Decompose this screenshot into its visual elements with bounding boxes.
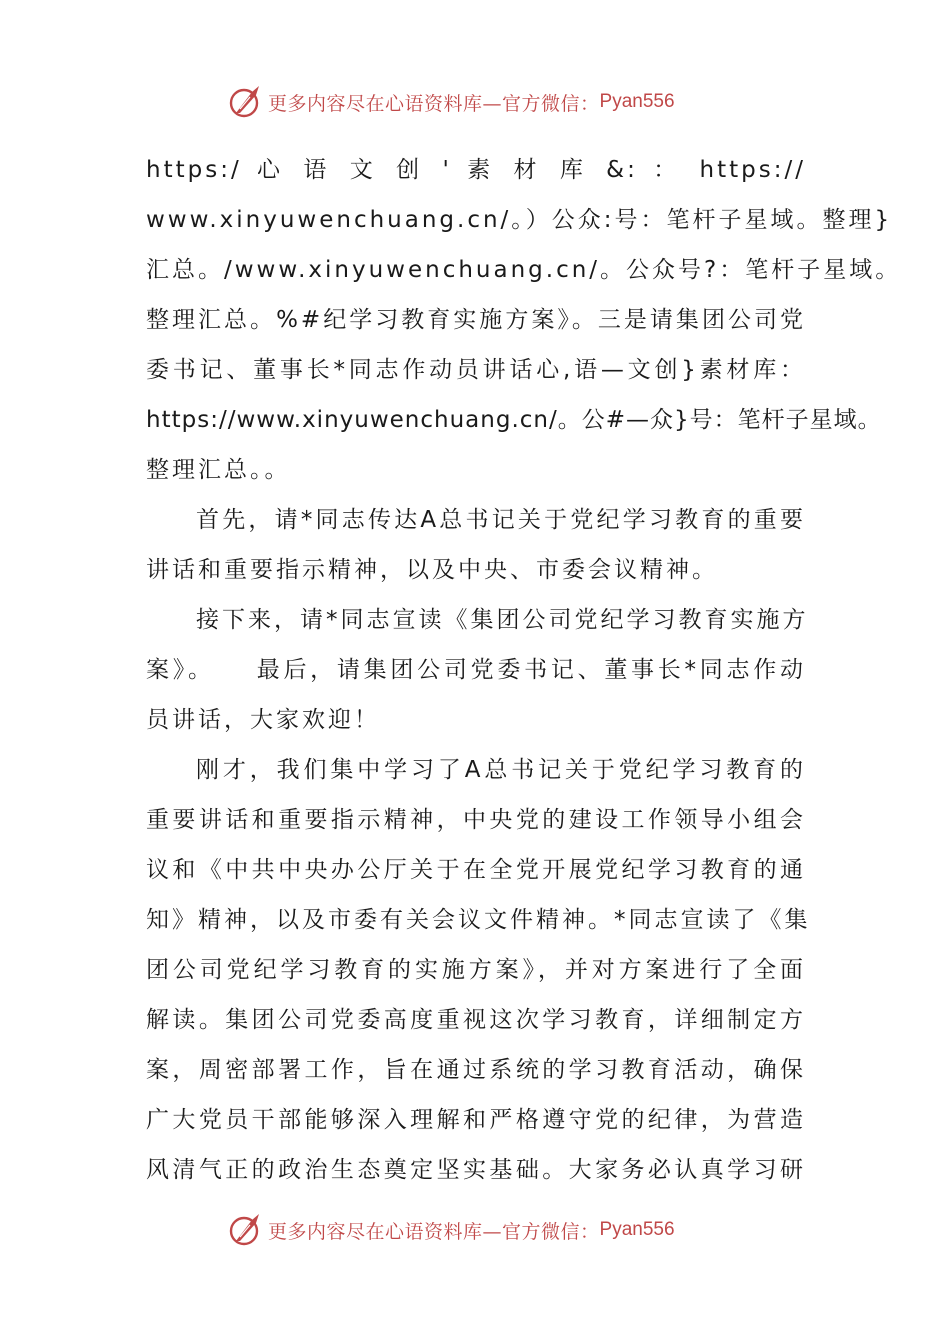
text-line: 解读。集团公司党委高度重视这次学习教育，详细制定方 (146, 1007, 806, 1033)
paragraph-start-line: 首先，请*同志传达A总书记关于党纪学习教育的重要 (196, 507, 806, 533)
paragraph-start-line: 接下来，请*同志宣读《集团公司党纪学习教育实施方 (196, 607, 809, 633)
text-line: 案》。 最后，请集团公司党委书记、董事长*同志作动 (146, 657, 806, 683)
text-line: 风清气正的政治生态奠定坚实基础。大家务必认真学习研 (146, 1157, 806, 1183)
quill-logo-icon (226, 82, 266, 122)
text-line: 整理汇总。。 (146, 457, 291, 483)
text-line: www.xinyuwenchuang.cn/。）公众:号：笔杆子星域。整理} (146, 207, 893, 233)
text-line: 案，周密部署工作，旨在通过系统的学习教育活动，确保 (146, 1057, 806, 1083)
banner-text: 更多内容尽在心语资料库—官方微信： (268, 92, 600, 115)
text-line: 员讲话，大家欢迎！ (146, 707, 380, 733)
banner-text: 更多内容尽在心语资料库—官方微信： (268, 1220, 600, 1243)
text-line: https:/ 心 语 文 创 ' 素 材 库 &: ： https:// (146, 157, 806, 183)
wechat-id: Pyan556 (599, 91, 675, 112)
wechat-id: Pyan556 (599, 1219, 675, 1240)
header-banner (226, 80, 746, 124)
footer-banner (226, 1208, 746, 1252)
text-line: 重要讲话和重要指示精神，中央党的建设工作领导小组会 (146, 807, 806, 833)
text-line: 整理汇总。%#纪学习教育实施方案》。三是请集团公司党 (146, 307, 806, 333)
text-line: 汇总。/www.xinyuwenchuang.cn/。公众号?：笔杆子星域。 (146, 257, 902, 283)
text-line: 知》精神，以及市委有关会议文件精神。*同志宣读了《集 (146, 907, 811, 933)
text-line: 委书记、董事长*同志作动员讲话心,语—文创}素材库： (146, 357, 806, 383)
quill-logo-icon (226, 1210, 266, 1250)
document-body (146, 145, 902, 1195)
text-line: 议和《中共中央办公厅关于在全党开展党纪学习教育的通 (146, 857, 806, 883)
text-line: https://www.xinyuwenchuang.cn/。公#—众}号：笔杆子星域。 (146, 407, 882, 433)
text-line: 团公司党纪学习教育的实施方案》，并对方案进行了全面 (146, 957, 806, 983)
paragraph-start-line: 刚才，我们集中学习了A总书记关于党纪学习教育的 (196, 757, 806, 783)
text-line: 广大党员干部能够深入理解和严格遵守党的纪律，为营造 (146, 1107, 806, 1133)
text-line: 讲话和重要指示精神，以及中央、市委会议精神。 (146, 557, 718, 583)
